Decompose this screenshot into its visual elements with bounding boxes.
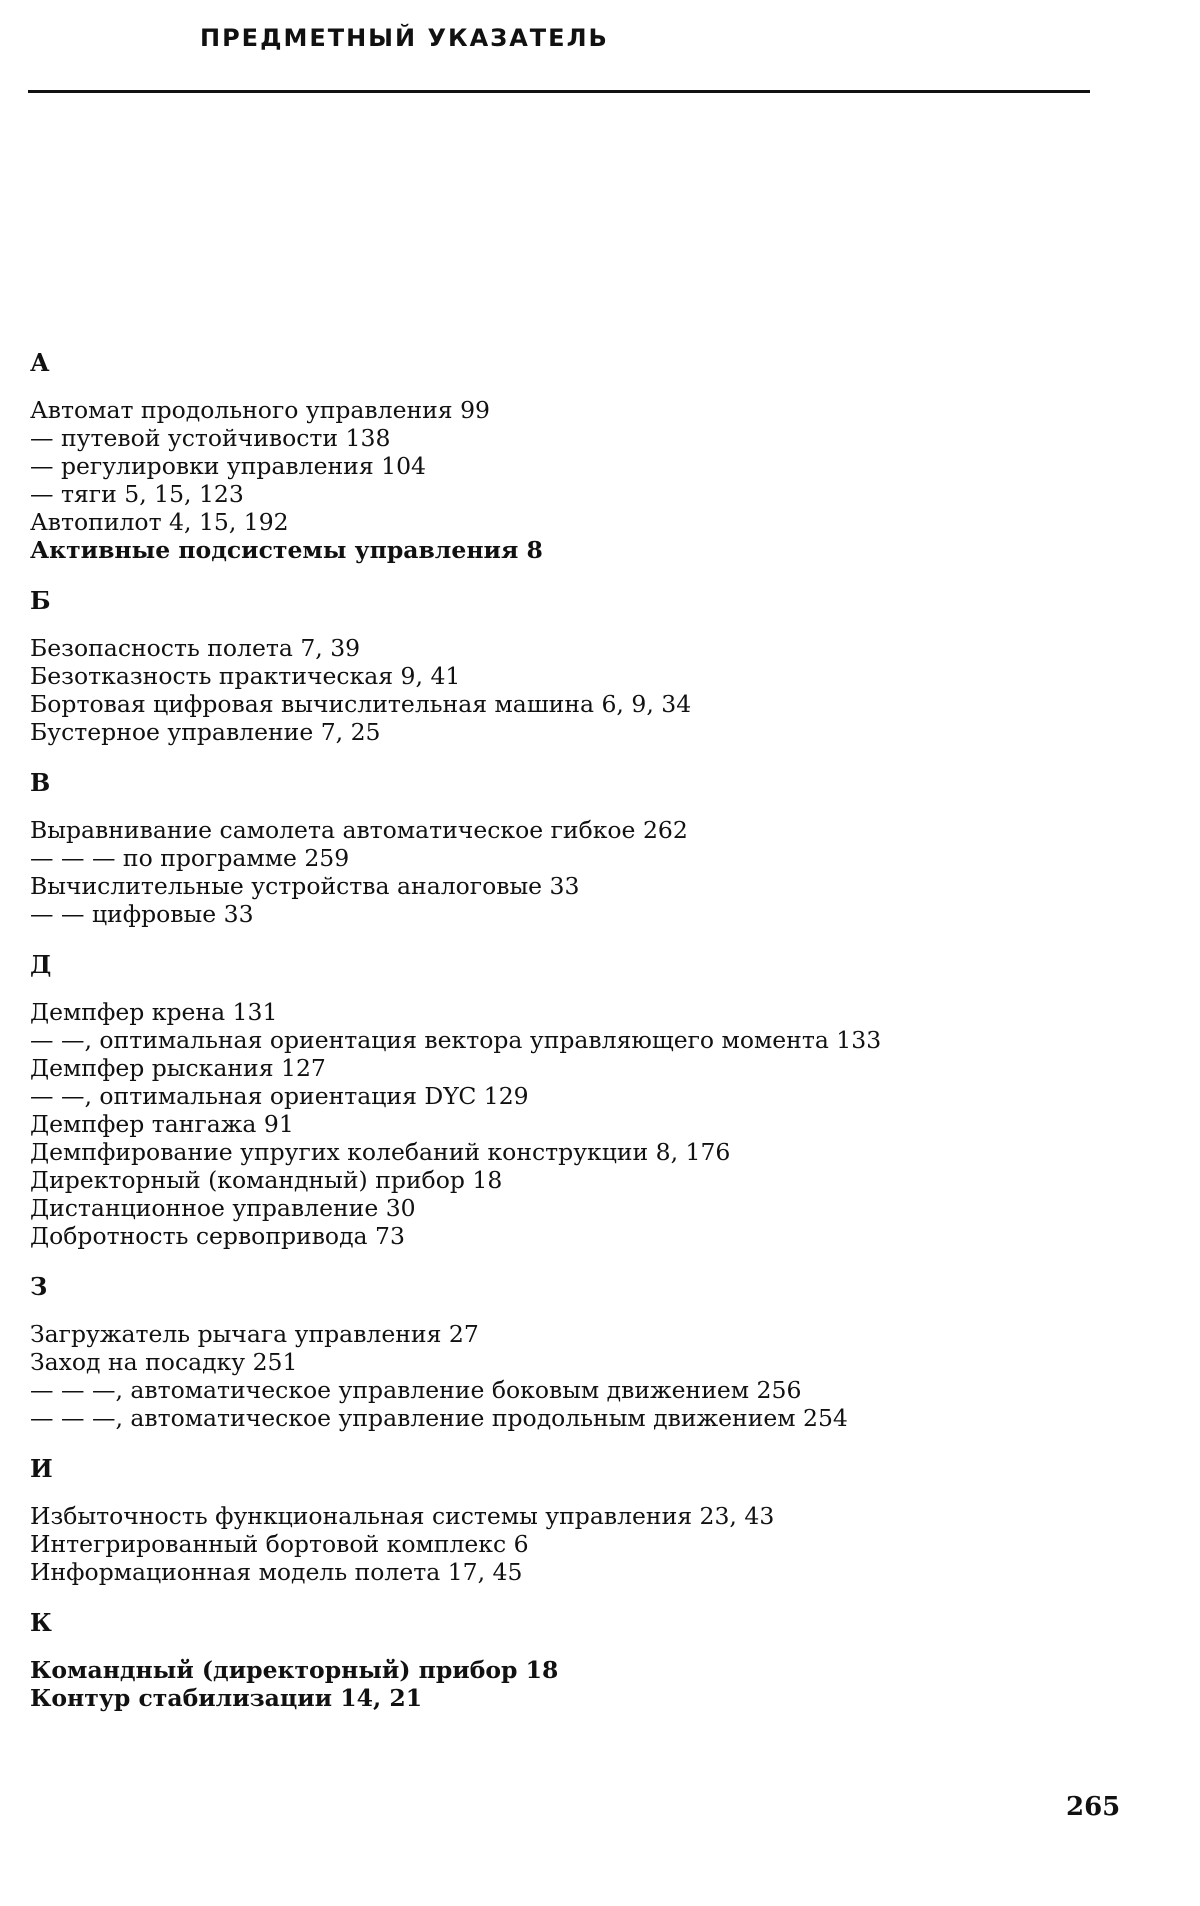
index-entry: Интегрированный бортовой комплекс 6: [30, 1530, 529, 1558]
index-entry-list: [30, 816, 1090, 928]
index-entry: Демпфер крена 131: [30, 998, 278, 1026]
section-letter: Д: [30, 950, 52, 979]
index-entry: — путевой устойчивости 138: [30, 424, 391, 452]
index-entry: Автомат продольного управления 99: [30, 396, 491, 424]
index-entry: Добротность сервопривода 73: [30, 1222, 405, 1250]
subject-index: [30, 348, 1090, 1712]
index-entry: — —, оптимальная ориентация DYC 129: [30, 1082, 529, 1110]
index-entry: — — —, автоматическое управление продольным движением 254: [30, 1404, 848, 1432]
index-section: [30, 348, 1090, 564]
index-section: [30, 586, 1090, 746]
header-rule: [28, 90, 1090, 93]
index-entry-list: [30, 1502, 1090, 1586]
index-entry: Демпфирование упругих колебаний конструкции 8, 176: [30, 1138, 731, 1166]
index-entry: Загружатель рычага управления 27: [30, 1320, 479, 1348]
section-letter: В: [30, 768, 51, 797]
index-entry: — — цифровые 33: [30, 900, 254, 928]
index-entry: Избыточность функциональная системы управления 23, 43: [30, 1502, 775, 1530]
index-entry-list: [30, 396, 1090, 564]
index-section: [30, 1608, 1090, 1712]
index-entry: Вычислительные устройства аналоговые 33: [30, 872, 580, 900]
index-entry: Активные подсистемы управления 8: [30, 536, 543, 564]
index-entry: Бортовая цифровая вычислительная машина 6, 9, 34: [30, 690, 692, 718]
index-entry: Безопасность полета 7, 39: [30, 634, 361, 662]
section-letter: А: [30, 348, 50, 377]
section-letter: К: [30, 1608, 52, 1637]
index-entry: — регулировки управления 104: [30, 452, 426, 480]
index-entry-list: [30, 998, 1090, 1250]
index-entry: Демпфер тангажа 91: [30, 1110, 294, 1138]
index-entry-list: [30, 1320, 1090, 1432]
index-entry: Демпфер рыскания 127: [30, 1054, 326, 1082]
index-entry: — — — по программе 259: [30, 844, 350, 872]
index-entry-list: [30, 1656, 1090, 1712]
index-entry: Директорный (командный) прибор 18: [30, 1166, 503, 1194]
section-letter: З: [30, 1272, 48, 1301]
index-entry: Дистанционное управление 30: [30, 1194, 416, 1222]
index-entry: Командный (директорный) прибор 18: [30, 1656, 559, 1684]
index-entry-list: [30, 634, 1090, 746]
index-entry: Бустерное управление 7, 25: [30, 718, 381, 746]
index-entry: Контур стабилизации 14, 21: [30, 1684, 423, 1712]
index-section: [30, 768, 1090, 928]
section-letter: И: [30, 1454, 53, 1483]
index-entry: Безотказность практическая 9, 41: [30, 662, 461, 690]
index-entry: — —, оптимальная ориентация вектора управляющего момента 133: [30, 1026, 882, 1054]
index-section: [30, 1454, 1090, 1586]
index-entry: Автопилот 4, 15, 192: [30, 508, 289, 536]
page-number: 265: [1066, 1792, 1121, 1822]
index-entry: — — —, автоматическое управление боковым движением 256: [30, 1376, 802, 1404]
index-entry: — тяги 5, 15, 123: [30, 480, 244, 508]
index-entry: Выравнивание самолета автоматическое гибкое 262: [30, 816, 688, 844]
index-entry: Заход на посадку 251: [30, 1348, 298, 1376]
page-header-title: ПРЕДМЕТНЫЙ УКАЗАТЕЛЬ: [200, 24, 609, 52]
index-section: [30, 1272, 1090, 1432]
section-letter: Б: [30, 586, 51, 615]
index-entry: Информационная модель полета 17, 45: [30, 1558, 523, 1586]
index-section: [30, 950, 1090, 1250]
